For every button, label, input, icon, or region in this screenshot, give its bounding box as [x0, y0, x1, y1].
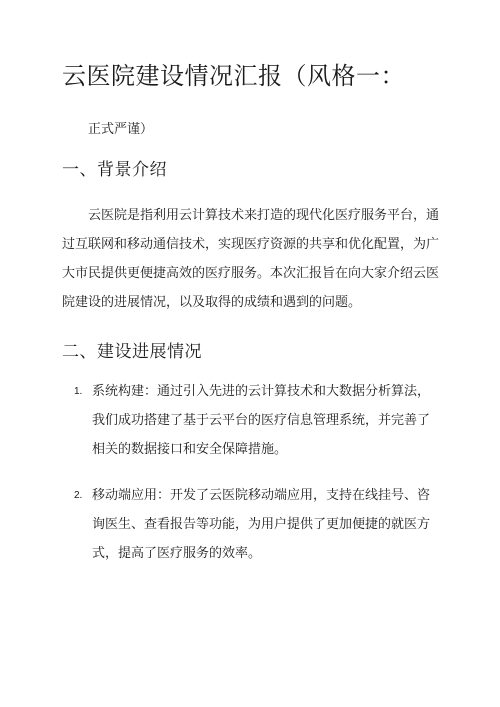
section-heading-progress: 二、建设进展情况 — [62, 342, 202, 362]
list-item-number: 1. — [74, 386, 83, 397]
paragraph-line: 院建设的进展情况，以及取得的成绩和遇到的问题。 — [62, 295, 362, 310]
list-item-body — [92, 481, 444, 568]
list-item-body — [92, 377, 444, 464]
document-title: 云医院建设情况汇报（风格一： — [62, 62, 405, 90]
list-item-line: 式，提高了医疗服务的效率。 — [92, 546, 262, 561]
list-item-line: 我们成功搭建了基于云平台的医疗信息管理系统，并完善了 — [92, 413, 431, 428]
list-item-line: 移动端应用：开发了云医院移动端应用，支持在线挂号、咨 — [92, 488, 431, 503]
list-item-number: 2. — [74, 490, 83, 501]
list-item-line: 询医生、查看报告等功能，为用户提供了更加便捷的就医方 — [92, 517, 431, 532]
list-item-line: 系统构建：通过引入先进的云计算技术和大数据分析算法， — [92, 384, 431, 399]
paragraph-line: 大市民提供更便捷高效的医疗服务。本次汇报旨在向大家介绍云医 — [62, 266, 440, 281]
paragraph-line: 过互联网和移动通信技术，实现医疗资源的共享和优化配置，为广 — [62, 237, 440, 252]
paragraph-line: 云医院是指利用云计算技术来打造的现代化医疗服务平台，通 — [88, 208, 440, 223]
document-subtitle: 正式严谨） — [88, 122, 154, 137]
list-item-line: 相关的数据接口和安全保障措施。 — [92, 442, 288, 457]
background-paragraph — [62, 201, 440, 317]
section-heading-background: 一、背景介绍 — [62, 160, 167, 180]
